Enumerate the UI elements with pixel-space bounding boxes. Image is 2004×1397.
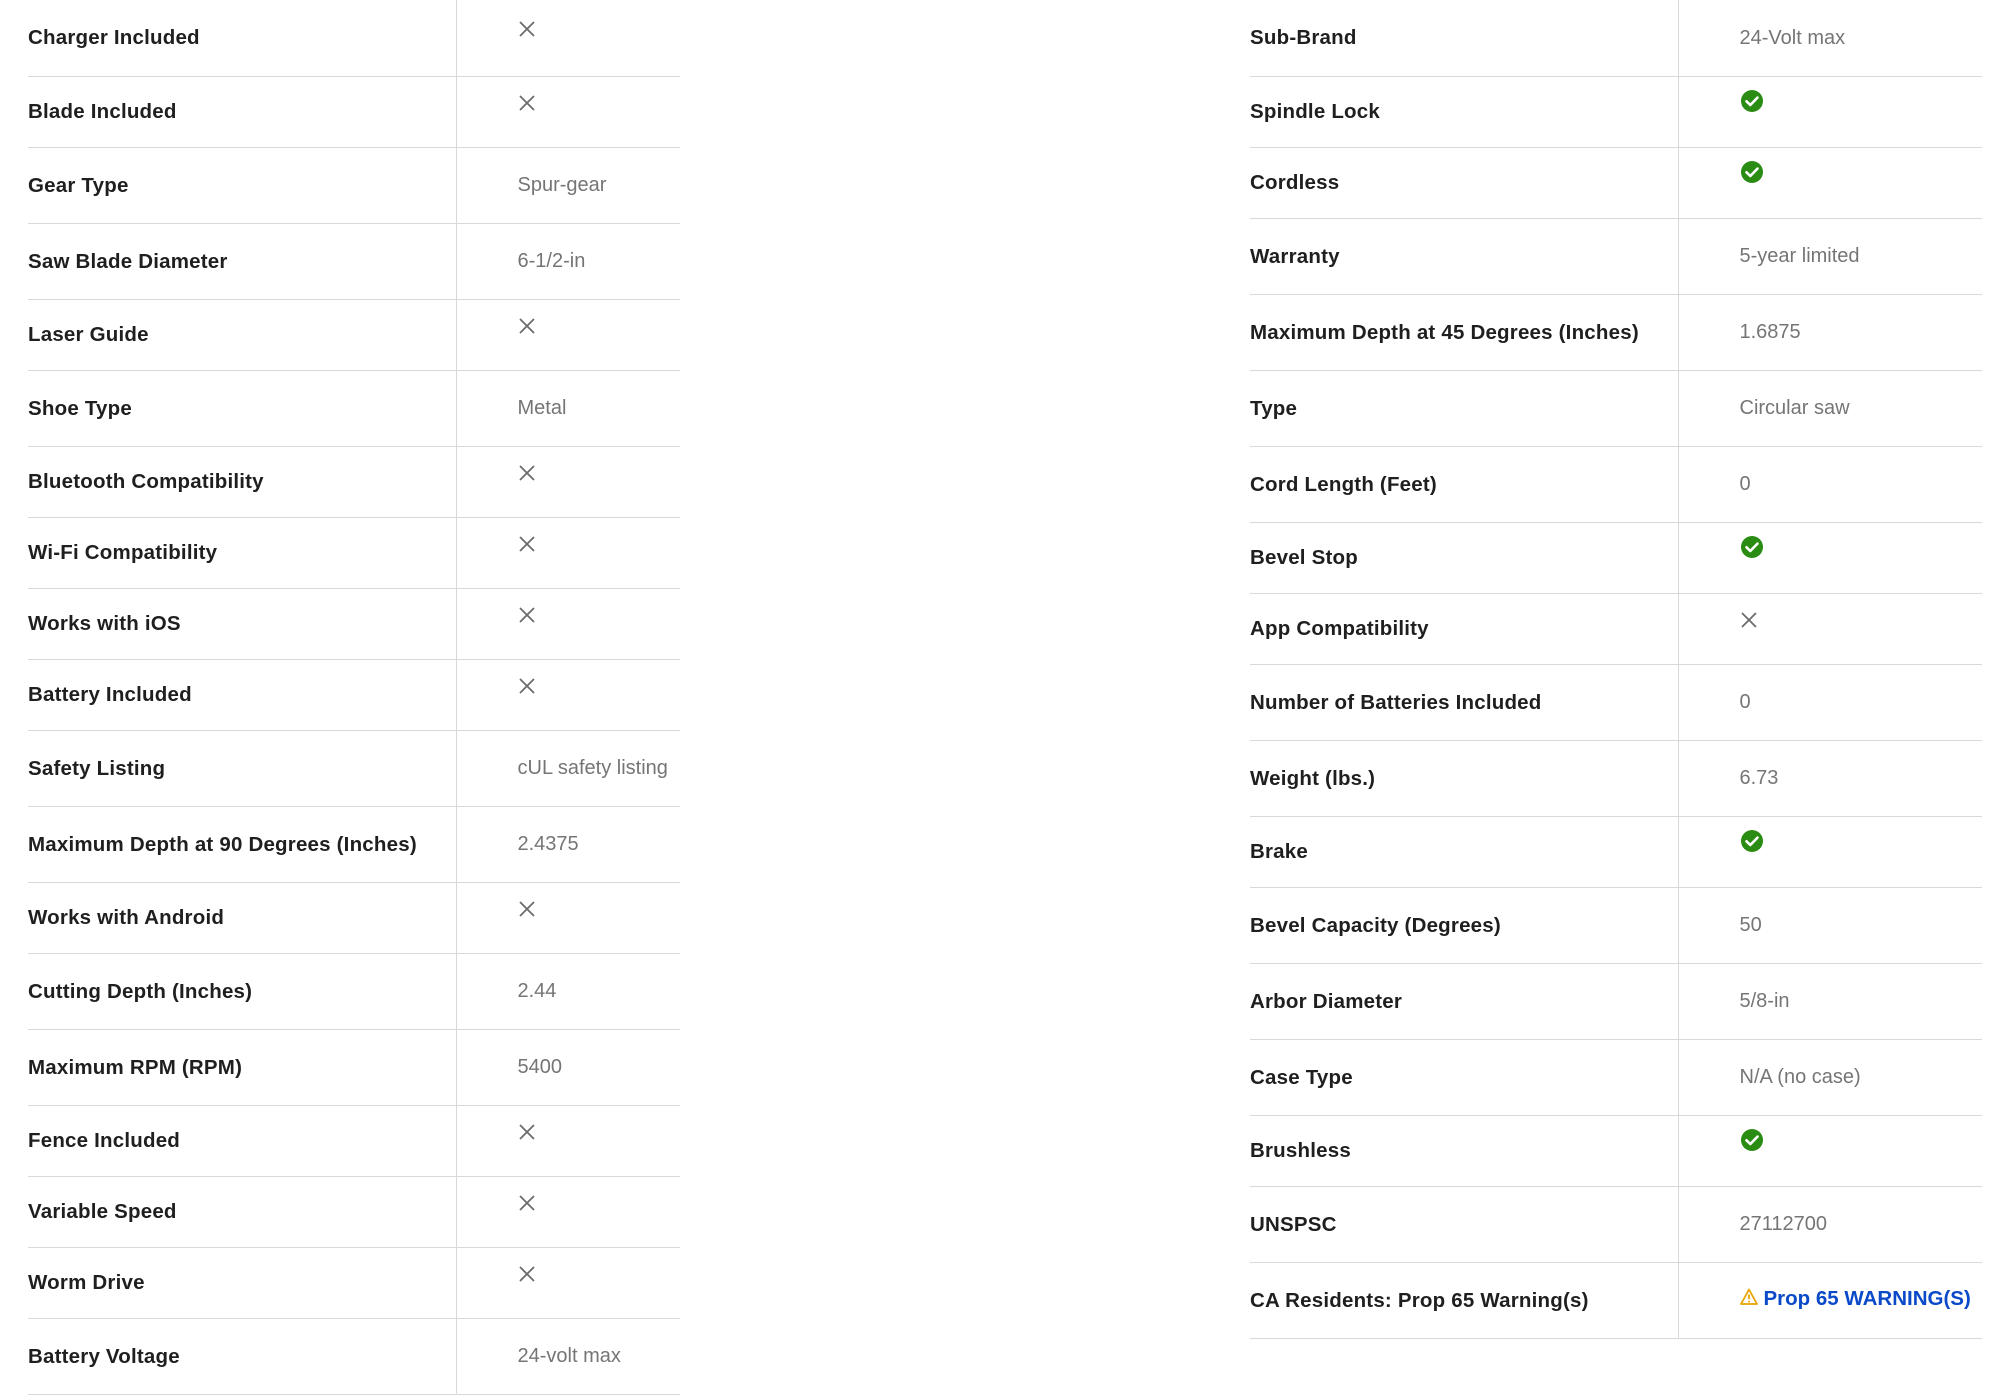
spec-row-worm-drive <box>28 1248 680 1319</box>
spec-value <box>1678 77 1982 148</box>
spec-value-text: 27112700 <box>1739 1213 1827 1235</box>
spec-name: Laser Guide <box>28 300 456 371</box>
spec-row-wi-fi-compatibility <box>28 518 680 589</box>
spec-value-text: 6-1/2-in <box>517 250 586 272</box>
spec-row-bevel-stop <box>1250 523 1982 594</box>
spec-row-brake <box>1250 817 1982 888</box>
spec-name: Bluetooth Compatibility <box>28 447 456 518</box>
x-icon <box>518 1265 536 1283</box>
spec-row-weight-lbs <box>1250 741 1982 817</box>
spec-value-text: Circular saw <box>1739 397 1850 419</box>
spec-row-battery-voltage <box>28 1319 680 1395</box>
prop65-warning-link[interactable]: Prop 65 WARNING(S) <box>1763 1287 1971 1310</box>
x-icon <box>518 606 536 624</box>
spec-name: Number of Batteries Included <box>1250 665 1678 741</box>
spec-value-text: Metal <box>517 397 567 419</box>
spec-value <box>456 883 680 954</box>
spec-name: App Compatibility <box>1250 594 1678 665</box>
spec-value <box>1678 295 1982 371</box>
spec-name: Blade Included <box>28 77 456 148</box>
spec-row-maximum-depth-at-45-degrees-inches <box>1250 295 1982 371</box>
spec-name: Fence Included <box>28 1106 456 1177</box>
spec-value <box>1678 964 1982 1040</box>
spec-row-works-with-ios <box>28 589 680 660</box>
spec-name: Wi-Fi Compatibility <box>28 518 456 589</box>
spec-value <box>1678 741 1982 817</box>
spec-value <box>456 1030 680 1106</box>
spec-row-brushless <box>1250 1116 1982 1187</box>
x-icon <box>518 317 536 335</box>
spec-value-text: 24-volt max <box>517 1345 621 1367</box>
spec-value <box>456 300 680 371</box>
spec-value-text: 5400 <box>517 1056 562 1078</box>
spec-value <box>456 0 680 77</box>
spec-name: Sub-Brand <box>1250 0 1678 77</box>
spec-name: Warranty <box>1250 219 1678 295</box>
spec-row-type <box>1250 371 1982 447</box>
spec-value-text: 5/8-in <box>1739 990 1790 1012</box>
x-icon <box>518 94 536 112</box>
spec-name: Maximum RPM (RPM) <box>28 1030 456 1106</box>
spec-name: Type <box>1250 371 1678 447</box>
spec-name: Bevel Capacity (Degrees) <box>1250 888 1678 964</box>
spec-name: Works with Android <box>28 883 456 954</box>
spec-value <box>456 954 680 1030</box>
check-circle-icon <box>1740 160 1764 184</box>
spec-row-battery-included <box>28 660 680 731</box>
spec-row-case-type <box>1250 1040 1982 1116</box>
spec-row-spindle-lock <box>1250 77 1982 148</box>
spec-name: Works with iOS <box>28 589 456 660</box>
spec-row-sub-brand <box>1250 0 1982 77</box>
spec-name: Battery Voltage <box>28 1319 456 1395</box>
spec-row-maximum-depth-at-90-degrees-inches <box>28 807 680 883</box>
spec-value <box>456 589 680 660</box>
spec-table-left <box>28 0 680 1395</box>
spec-row-laser-guide <box>28 300 680 371</box>
spec-name: Brake <box>1250 817 1678 888</box>
x-icon <box>518 535 536 553</box>
spec-row-arbor-diameter <box>1250 964 1982 1040</box>
spec-name: Case Type <box>1250 1040 1678 1116</box>
spec-row-fence-included <box>28 1106 680 1177</box>
spec-value <box>456 1106 680 1177</box>
spec-row-app-compatibility <box>1250 594 1982 665</box>
spec-value-text: N/A (no case) <box>1739 1066 1861 1088</box>
spec-name: Safety Listing <box>28 731 456 807</box>
spec-value <box>456 224 680 300</box>
spec-value <box>1678 148 1982 219</box>
spec-value <box>1678 447 1982 523</box>
x-icon <box>518 20 536 38</box>
spec-value <box>1678 817 1982 888</box>
spec-value <box>1678 0 1982 77</box>
spec-value-text: 24-Volt max <box>1739 26 1846 49</box>
spec-name: Bevel Stop <box>1250 523 1678 594</box>
x-icon <box>518 1194 536 1212</box>
spec-row-gear-type <box>28 148 680 224</box>
spec-name: Cordless <box>1250 148 1678 219</box>
spec-row-cord-length-feet <box>1250 447 1982 523</box>
x-icon <box>518 464 536 482</box>
spec-row-bevel-capacity-degrees <box>1250 888 1982 964</box>
spec-row-works-with-android <box>28 883 680 954</box>
spec-name: Maximum Depth at 45 Degrees (Inches) <box>1250 295 1678 371</box>
spec-row-charger-included <box>28 0 680 77</box>
spec-value-text: 6.73 <box>1739 767 1779 789</box>
spec-value-text: Spur-gear <box>517 174 607 196</box>
spec-value <box>456 77 680 148</box>
spec-name: Weight (lbs.) <box>1250 741 1678 817</box>
spec-row-number-of-batteries-included <box>1250 665 1982 741</box>
spec-name: Gear Type <box>28 148 456 224</box>
spec-row-cordless <box>1250 148 1982 219</box>
spec-row-cutting-depth-inches <box>28 954 680 1030</box>
spec-value-text: 2.44 <box>517 980 557 1002</box>
prop65-warning[interactable] <box>1740 1287 1971 1311</box>
spec-name: Cutting Depth (Inches) <box>28 954 456 1030</box>
spec-value <box>1678 1263 1982 1339</box>
spec-value <box>456 731 680 807</box>
spec-name: Saw Blade Diameter <box>28 224 456 300</box>
warning-triangle-icon <box>1740 1288 1758 1306</box>
spec-value <box>1678 665 1982 741</box>
check-circle-icon <box>1740 829 1764 853</box>
spec-value-text: 2.4375 <box>517 833 579 855</box>
check-circle-icon <box>1740 535 1764 559</box>
spec-row-unspsc <box>1250 1187 1982 1263</box>
spec-value <box>456 371 680 447</box>
spec-row-ca-residents-prop-65-warning-s <box>1250 1263 1982 1339</box>
spec-name: Cord Length (Feet) <box>1250 447 1678 523</box>
spec-value <box>1678 1040 1982 1116</box>
spec-value-text: 0 <box>1739 691 1751 713</box>
spec-value <box>1678 371 1982 447</box>
spec-value-text: 50 <box>1739 914 1762 936</box>
spec-name: Maximum Depth at 90 Degrees (Inches) <box>28 807 456 883</box>
x-icon <box>518 677 536 695</box>
spec-value <box>1678 594 1982 665</box>
x-icon <box>518 900 536 918</box>
spec-name: Variable Speed <box>28 1177 456 1248</box>
x-icon <box>1740 611 1758 629</box>
spec-value-text: 0 <box>1739 473 1751 495</box>
spec-name: Brushless <box>1250 1116 1678 1187</box>
spec-value <box>1678 888 1982 964</box>
spec-row-shoe-type <box>28 371 680 447</box>
spec-name: UNSPSC <box>1250 1187 1678 1263</box>
x-icon <box>518 1123 536 1141</box>
spec-value <box>456 1319 680 1395</box>
spec-name: Spindle Lock <box>1250 77 1678 148</box>
spec-row-variable-speed <box>28 1177 680 1248</box>
spec-name: Battery Included <box>28 660 456 731</box>
spec-name: Shoe Type <box>28 371 456 447</box>
spec-row-maximum-rpm-rpm <box>28 1030 680 1106</box>
spec-value-text: 5-year limited <box>1739 245 1860 267</box>
spec-name: Arbor Diameter <box>1250 964 1678 1040</box>
spec-value <box>1678 219 1982 295</box>
spec-row-safety-listing <box>28 731 680 807</box>
spec-name: Charger Included <box>28 0 456 77</box>
spec-table-right <box>1250 0 1982 1339</box>
spec-value-text: 1.6875 <box>1739 321 1801 343</box>
spec-value <box>456 807 680 883</box>
spec-value <box>456 660 680 731</box>
check-circle-icon <box>1740 89 1764 113</box>
spec-row-blade-included <box>28 77 680 148</box>
spec-name: Worm Drive <box>28 1248 456 1319</box>
spec-value <box>456 148 680 224</box>
spec-row-bluetooth-compatibility <box>28 447 680 518</box>
spec-value <box>456 447 680 518</box>
spec-row-warranty <box>1250 219 1982 295</box>
spec-name: CA Residents: Prop 65 Warning(s) <box>1250 1263 1678 1339</box>
spec-value-text: cUL safety listing <box>517 757 668 779</box>
check-circle-icon <box>1740 1128 1764 1152</box>
spec-row-saw-blade-diameter <box>28 224 680 300</box>
spec-value <box>1678 523 1982 594</box>
spec-value <box>456 518 680 589</box>
spec-value <box>456 1248 680 1319</box>
spec-value <box>1678 1187 1982 1263</box>
spec-value <box>1678 1116 1982 1187</box>
spec-value <box>456 1177 680 1248</box>
